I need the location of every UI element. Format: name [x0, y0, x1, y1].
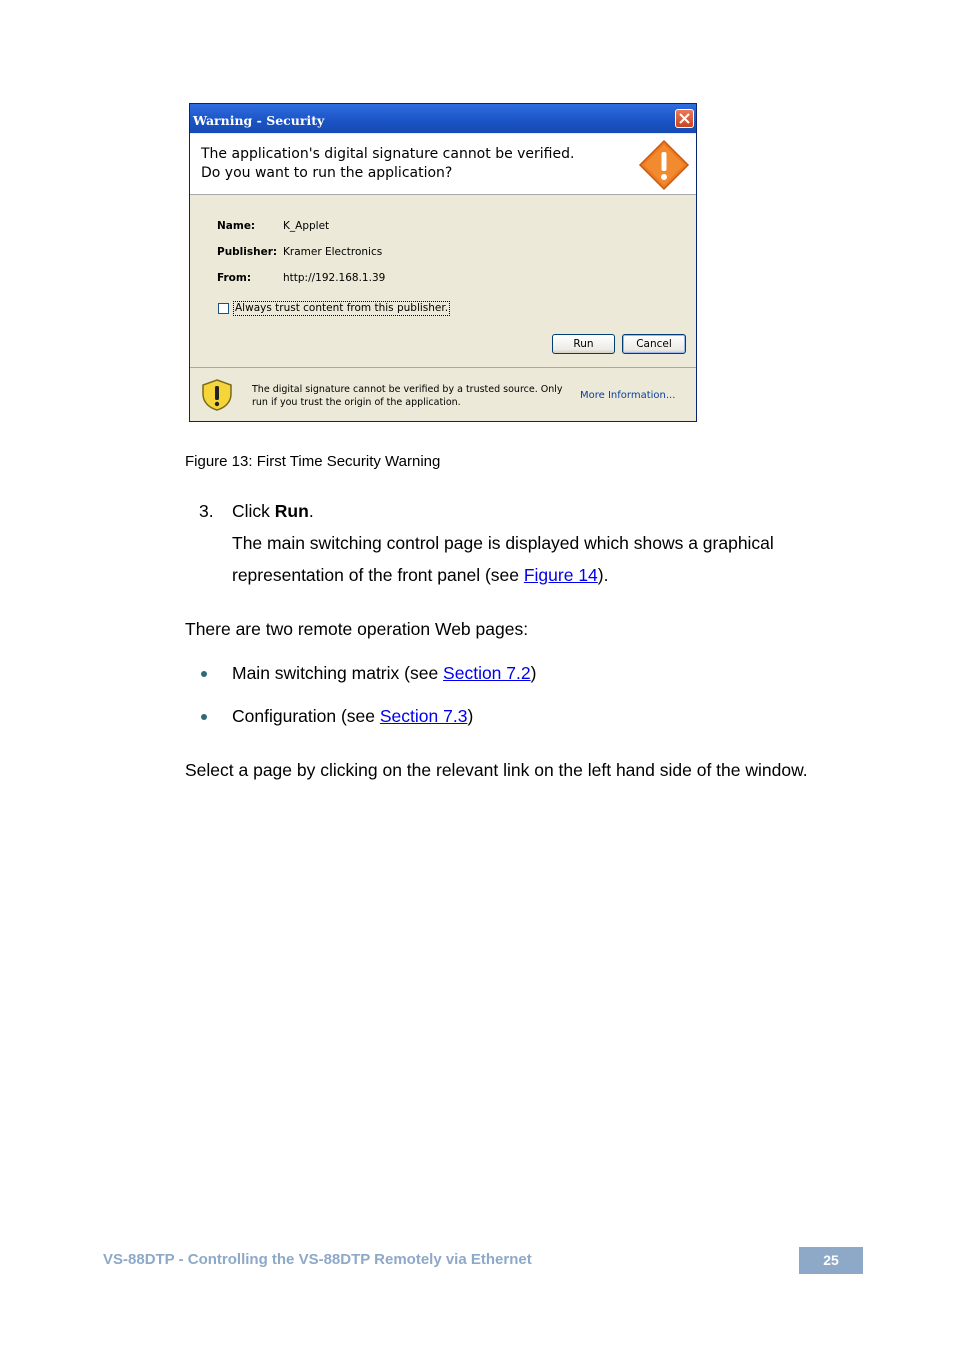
- header-line-2: Do you want to run the application?: [201, 165, 453, 181]
- name-value: K_Applet: [283, 220, 330, 232]
- warning-diamond-icon: [638, 139, 690, 191]
- intro-text: There are two remote operation Web pages:: [185, 619, 529, 639]
- page-number: 25: [799, 1247, 863, 1274]
- section-7-3-link[interactable]: Section 7.3: [379, 706, 468, 726]
- step-line-2: [232, 565, 609, 586]
- dialog-titlebar: [190, 104, 696, 133]
- publisher-label: Publisher:: [217, 246, 278, 258]
- figure-caption: Figure 13: First Time Security Warning: [185, 453, 441, 470]
- step-line-2-suffix: ).: [597, 565, 609, 585]
- dialog-header: [190, 134, 696, 195]
- section-7-2-link[interactable]: Section 7.2: [443, 663, 531, 683]
- more-information-link[interactable]: More Information...: [580, 390, 676, 401]
- from-value: http://192.168.1.39: [283, 272, 386, 284]
- run-bold: Run: [274, 501, 309, 521]
- from-label: From:: [217, 272, 252, 284]
- dialog-title: Warning - Security: [193, 113, 325, 128]
- close-icon: [679, 113, 690, 124]
- cancel-button[interactable]: Cancel: [622, 334, 686, 354]
- bullet-prefix: Configuration (see: [232, 706, 380, 726]
- header-line-1: The application's digital signature cannot be verified.: [201, 146, 575, 162]
- bullet-dot: [201, 671, 207, 677]
- step-click-line: [232, 501, 314, 522]
- step-line-1: The main switching control page is displayed which shows a graphical: [232, 533, 774, 553]
- trust-checkbox-label[interactable]: Always trust content from this publisher.: [235, 302, 449, 314]
- click-prefix: Click: [232, 501, 275, 521]
- bullet-suffix: ): [467, 706, 474, 726]
- trust-checkbox[interactable]: [218, 303, 229, 314]
- footer-line-2: run if you trust the origin of the application.: [252, 397, 461, 408]
- step-line-2-prefix: representation of the front panel (see: [232, 565, 524, 585]
- publisher-value: Kramer Electronics: [283, 246, 383, 258]
- bullet-prefix: Main switching matrix (see: [232, 663, 444, 683]
- figure-14-link[interactable]: Figure 14: [523, 565, 598, 585]
- step-number: 3.: [199, 501, 214, 521]
- shield-warning-icon: [200, 378, 234, 412]
- run-button[interactable]: Run: [552, 334, 615, 354]
- security-warning-dialog: [189, 103, 697, 422]
- bullet-item: [232, 663, 536, 684]
- bullet-item: [232, 706, 473, 727]
- close-button[interactable]: [675, 109, 694, 128]
- click-suffix: .: [308, 501, 314, 521]
- page-footer-title: VS-88DTP - Controlling the VS-88DTP Remotely via Ethernet: [103, 1251, 532, 1268]
- dialog-footer: [190, 367, 696, 422]
- bullet-suffix: ): [530, 663, 537, 683]
- footer-line-1: The digital signature cannot be verified by a trusted source. Only: [252, 384, 563, 395]
- bullet-dot: [201, 714, 207, 720]
- name-label: Name:: [217, 220, 256, 232]
- select-text: Select a page by clicking on the relevant link on the left hand side of the window.: [185, 760, 808, 780]
